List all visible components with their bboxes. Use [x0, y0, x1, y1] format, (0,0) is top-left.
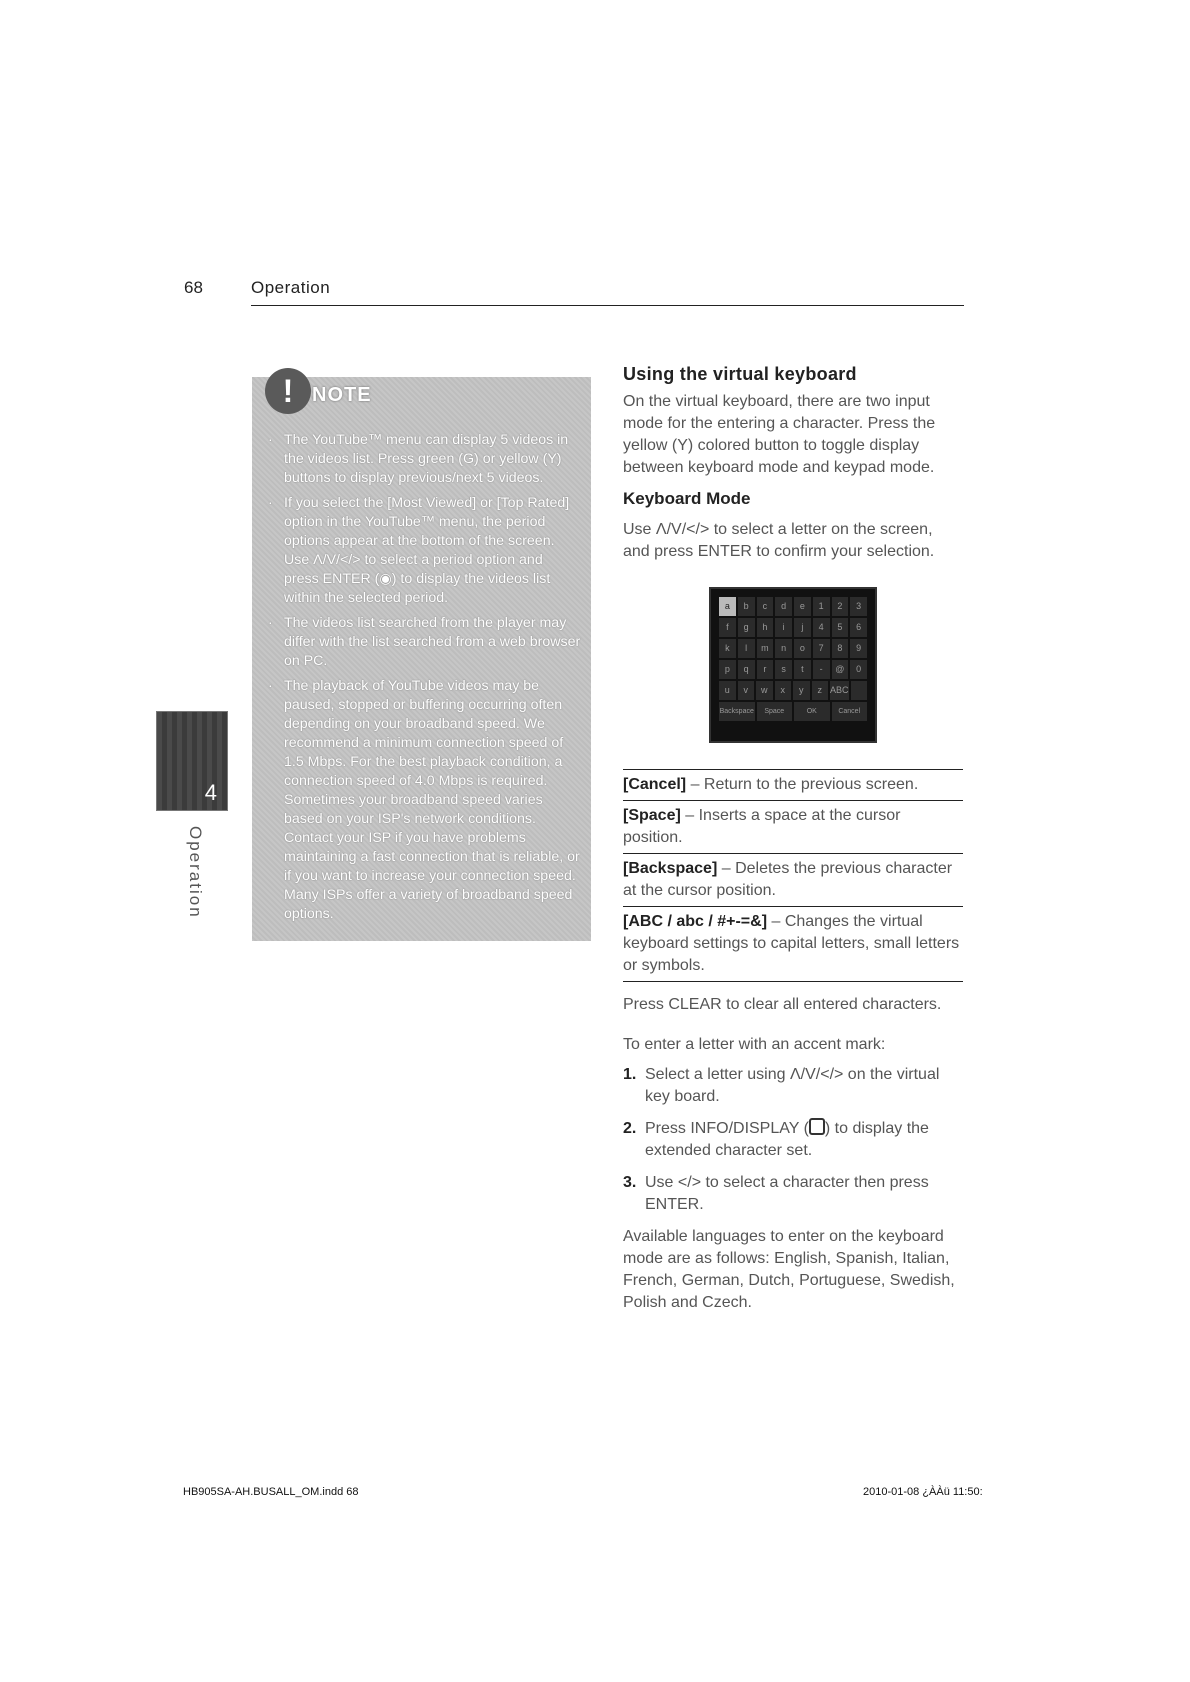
- key: o: [794, 639, 811, 658]
- step-text: Use </> to select a character then press ENTER.: [645, 1174, 929, 1213]
- definition-desc: Changes the virtual keyboard settings to capital letters, small letters or symbols.: [623, 913, 960, 974]
- step-number: 1.: [623, 1066, 637, 1083]
- key: Backspace: [719, 702, 755, 721]
- intro-text: On the virtual keyboard, there are two input mode for the entering a character. Press the yellow (Y) colored button to toggle display between keyboard mode and keypad mode.: [623, 393, 936, 476]
- key: b: [738, 597, 755, 616]
- definition-term: [Backspace]: [623, 860, 718, 877]
- footer-timestamp: 2010-01-08 ¿ÀÀü 11:50:: [863, 1486, 983, 1498]
- header-rule: [251, 305, 964, 306]
- key: OK: [794, 702, 830, 721]
- key: 8: [832, 639, 849, 658]
- step-number: 2.: [623, 1120, 637, 1137]
- key: s: [775, 660, 792, 679]
- definition-desc: Return to the previous screen.: [703, 776, 919, 793]
- key: y: [793, 681, 810, 700]
- accent-intro: To enter a letter with an accent mark:: [623, 1036, 886, 1053]
- key: 3: [850, 597, 867, 616]
- accent-steps: [623, 1064, 963, 1216]
- note-item: · The videos list searched from the player may differ with the list searched from a web browser on PC.: [264, 614, 581, 671]
- footer-file-info: HB905SA-AH.BUSALL_OM.indd 68: [183, 1486, 359, 1498]
- key: 7: [813, 639, 830, 658]
- key: u: [719, 681, 736, 700]
- definition-row: [Backspace] – Deletes the previous character at the cursor position.: [623, 854, 963, 907]
- key: [851, 681, 868, 700]
- key: n: [775, 639, 792, 658]
- definition-table: [623, 769, 963, 982]
- step-text: Select a letter using Λ/V/</> on the virtual key board.: [645, 1066, 940, 1105]
- info-display-icon: [809, 1118, 825, 1135]
- keyboard-mode-heading: Keyboard Mode: [623, 489, 751, 508]
- step-item: [623, 1118, 963, 1162]
- key: m: [757, 639, 774, 658]
- section-heading: Using the virtual keyboard: [623, 364, 857, 384]
- keyboard-mode-text: Use Λ/V/</> to select a letter on the screen, and press ENTER to confirm your selection.: [623, 521, 935, 560]
- definition-row: [Cancel] – Return to the previous screen.: [623, 770, 963, 801]
- key: Space: [757, 702, 793, 721]
- chapter-label-text: Operation: [186, 826, 205, 919]
- main-column: [623, 364, 963, 1314]
- key: t: [794, 660, 811, 679]
- note-item: · The YouTube™ menu can display 5 videos in the videos list. Press green (G) or yellow (Y) buttons to display previous/next 5 videos.: [264, 431, 581, 488]
- key: 6: [850, 618, 867, 637]
- key: g: [738, 618, 755, 637]
- exclamation-icon: !: [265, 368, 311, 414]
- key: c: [757, 597, 774, 616]
- key: 0: [850, 660, 867, 679]
- key: p: [719, 660, 736, 679]
- step-text-after: ) to display the extended character set.: [645, 1120, 929, 1159]
- key: 4: [813, 618, 830, 637]
- key: a: [719, 597, 736, 616]
- note-item: · If you select the [Most Viewed] or [Top Rated] option in the YouTube™ menu, the period options appear at the bottom of the screen. Use Λ/V/</> to select a period option and press ENTER (◉) to display the videos list within the selected period.: [264, 494, 581, 608]
- step-item: [623, 1172, 963, 1216]
- page-number: 68: [184, 278, 203, 297]
- key: v: [738, 681, 755, 700]
- key: d: [775, 597, 792, 616]
- key: 2: [832, 597, 849, 616]
- step-item: [623, 1064, 963, 1108]
- definition-row: [ABC / abc / #+-=&] – Changes the virtual keyboard settings to capital letters, small letters or symbols.: [623, 907, 963, 982]
- key: 1: [813, 597, 830, 616]
- section-title: Operation: [251, 278, 331, 297]
- key: 9: [850, 639, 867, 658]
- step-text-before: Press INFO/DISPLAY (: [645, 1120, 809, 1137]
- key: @: [832, 660, 849, 679]
- virtual-keyboard-image: [709, 587, 877, 743]
- definition-term: [Cancel]: [623, 776, 687, 793]
- key: ABC: [830, 681, 849, 700]
- key: h: [757, 618, 774, 637]
- definition-row: [Space] – Inserts a space at the cursor position.: [623, 801, 963, 854]
- key: Cancel: [832, 702, 868, 721]
- key: z: [812, 681, 829, 700]
- definition-desc: Deletes the previous character at the cursor position.: [623, 860, 953, 899]
- chapter-number: 4: [204, 780, 217, 805]
- languages-text: Available languages to enter on the keyboard mode are as follows: English, Spanish, Italian, French, German, Dutch, Portuguese, Swedish, Polish and Czech.: [623, 1228, 955, 1311]
- key: l: [738, 639, 755, 658]
- clear-text: Press CLEAR to clear all entered characters.: [623, 996, 942, 1013]
- key: r: [757, 660, 774, 679]
- key: 5: [832, 618, 849, 637]
- definition-term: [Space]: [623, 807, 681, 824]
- key: i: [775, 618, 792, 637]
- key: f: [719, 618, 736, 637]
- definition-desc: Inserts a space at the cursor position.: [623, 807, 901, 846]
- key: k: [719, 639, 736, 658]
- note-item: · The playback of YouTube videos may be paused, stopped or buffering occurring often depending on your broadband speed. We recommend a minimum connection speed of 1.5 Mbps. For the best playback condition, a connection speed of 4.0 Mbps is required. Sometimes your broadband speed varies based on your ISP's network conditions. Contact your ISP if you have problems maintaining a fast connection that is reliable, or if you want to increase your connection speed. Many ISPs offer a variety of broadband speed options.: [264, 677, 581, 924]
- chapter-label: [185, 826, 207, 946]
- key: j: [794, 618, 811, 637]
- note-title: NOTE: [312, 384, 372, 406]
- key: e: [794, 597, 811, 616]
- note-box: [252, 377, 591, 941]
- chapter-tab: [156, 711, 228, 811]
- definition-term: [ABC / abc / #+-=&]: [623, 913, 768, 930]
- key: x: [775, 681, 792, 700]
- step-number: 3.: [623, 1174, 637, 1191]
- key: -: [813, 660, 830, 679]
- key: q: [738, 660, 755, 679]
- key: w: [756, 681, 773, 700]
